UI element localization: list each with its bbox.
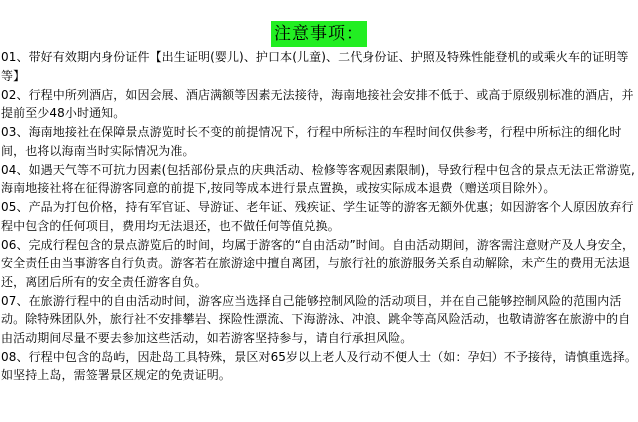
notice-item-05: 05、产品为打包价格，持有军官证、导游证、老年证、残疾证、学生证等的游客无额外优惠；如因游客个人原因放弃行程中包含的任何项目，费用均无法退还，也不做任何等值兑换。 — [1, 200, 634, 233]
notice-item-04: 04、如遇天气等不可抗力因素(包括部份景点的庆典活动、检修等客观因素限制)，导致行程中包含的景点无法正常游览,海南地接社将在征得游客同意的前提下,按同等成本进行景点置换，或按实际成本退费（赠送项目除外）。 — [1, 162, 635, 195]
title-wrap — [0, 21, 638, 47]
notice-item-03: 03、海南地接社在保障景点游览时长不变的前提情况下，行程中所标注的车程时间仅供参考，行程中所标注的细化时间，也将以海南当时实际情况为准。 — [1, 125, 622, 158]
notice-item-06: 06、完成行程包含的景点游览后的时间，均属于游客的“自由活动”时间。自由活动期间，游客需注意财产及人身安全，安全责任由当事游客自行负责。游客若在旅游途中擅自离团，与旅行社的旅游服务关系自动解除，未产生的费用无法退还，离团后所有的安全责任游客自负。 — [1, 237, 635, 289]
notice-item-01: 01、带好有效期内身份证件【出生证明(婴儿)、护口本(儿童)、二代身份证、护照及特殊性能登机的或乘火车的证明等等】 — [1, 50, 629, 83]
notice-item-02: 02、行程中所列酒店，如因会展、酒店满额等因素无法接待，海南地接社会安排不低于、或高于原级别标准的酒店，并提前至少48小时通知。 — [1, 87, 634, 120]
notice-items — [1, 48, 638, 385]
notice-item-07: 07、在旅游行程中的自由活动时间，游客应当选择自己能够控制风险的活动项目，并在自己能够控制风险的范围内活动。除特殊团队外，旅行社不安排攀岩、探险性漂流、下海游泳、冲浪、跳伞等高风险活动，也敬请游客在旅游中的自由活动期间尽量不要去参加这些活动，如若游客坚持参与，请自行承担风险。 — [1, 293, 631, 345]
notice-item-08: 08、行程中包含的岛屿，因赴岛工具特殊，景区对65岁以上老人及行动不便人士（如：孕妇）不予接待，请慎重选择。如坚持上岛，需签署景区规定的免责证明。 — [1, 349, 637, 382]
notice-title: 注意事项： — [271, 21, 367, 47]
